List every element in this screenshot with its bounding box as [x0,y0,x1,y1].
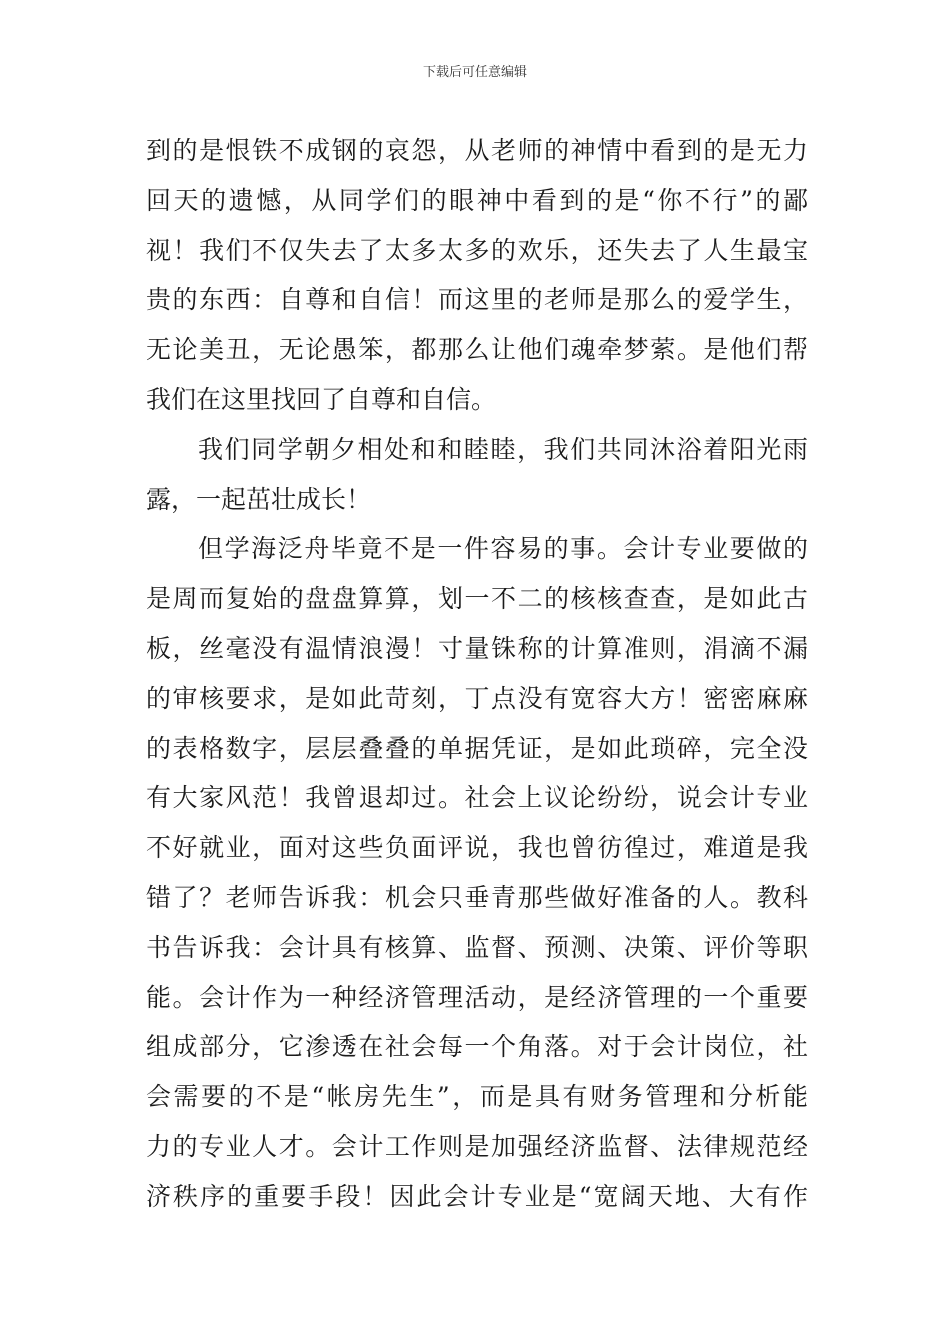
text-line: 无论美丑，无论愚笨，都那么让他们魂牵梦萦。是他们帮 [146,335,808,365]
text-line: 贵的东西：自尊和自信！而这里的老师是那么的爱学生， [146,285,808,315]
text-line: 露，一起茁壮成长！ [146,484,372,514]
text-line: 书告诉我：会计具有核算、监督、预测、决策、评价等职 [146,932,808,962]
text-line: 我们在这里找回了自尊和自信。 [146,384,497,414]
text-line: 组成部分，它渗透在社会每一个角落。对于会计岗位，社 [146,1032,808,1062]
paragraph-first-line: 我们同学朝夕相处和和睦睦，我们共同沐浴着阳光雨 [198,434,808,464]
text-line: 的表格数字，层层叠叠的单据凭证，是如此琐碎，完全没 [146,733,808,763]
text-line: 视！我们不仅失去了太多太多的欢乐，还失去了人生最宝 [146,235,808,265]
text-line: 板，丝毫没有温情浪漫！寸量铢称的计算准则，涓滴不漏 [146,633,808,663]
text-line: 济秩序的重要手段！因此会计专业是“宽阔天地、大有作 [146,1181,808,1211]
text-line: 能。会计作为一种经济管理活动，是经济管理的一个重要 [146,982,808,1012]
page-header: 下载后可任意编辑 [422,65,527,80]
paragraph-first-line: 但学海泛舟毕竟不是一件容易的事。会计专业要做的 [198,534,808,564]
text-line: 到的是恨铁不成钢的哀怨，从老师的神情中看到的是无力 [146,136,808,165]
text-line: 力的专业人才。会计工作则是加强经济监督、法律规范经 [146,1131,808,1161]
text-line: 有大家风范！我曾退却过。社会上议论纷纷，说会计专业 [146,783,808,813]
text-line: 错了？老师告诉我：机会只垂青那些做好准备的人。教科 [146,882,808,912]
text-line: 会需要的不是“帐房先生”，而是具有财务管理和分析能 [146,1082,808,1112]
text-line: 是周而复始的盘盘算算，划一不二的核核查查，是如此古 [146,584,808,614]
text-line: 的审核要求，是如此苛刻，丁点没有宽容大方！密密麻麻 [146,683,808,713]
document-body [146,126,808,1222]
text-line: 回天的遗憾，从同学们的眼神中看到的是“你不行”的鄙 [146,185,808,215]
text-line: 不好就业，面对这些负面评说，我也曾彷徨过，难道是我 [146,833,808,863]
